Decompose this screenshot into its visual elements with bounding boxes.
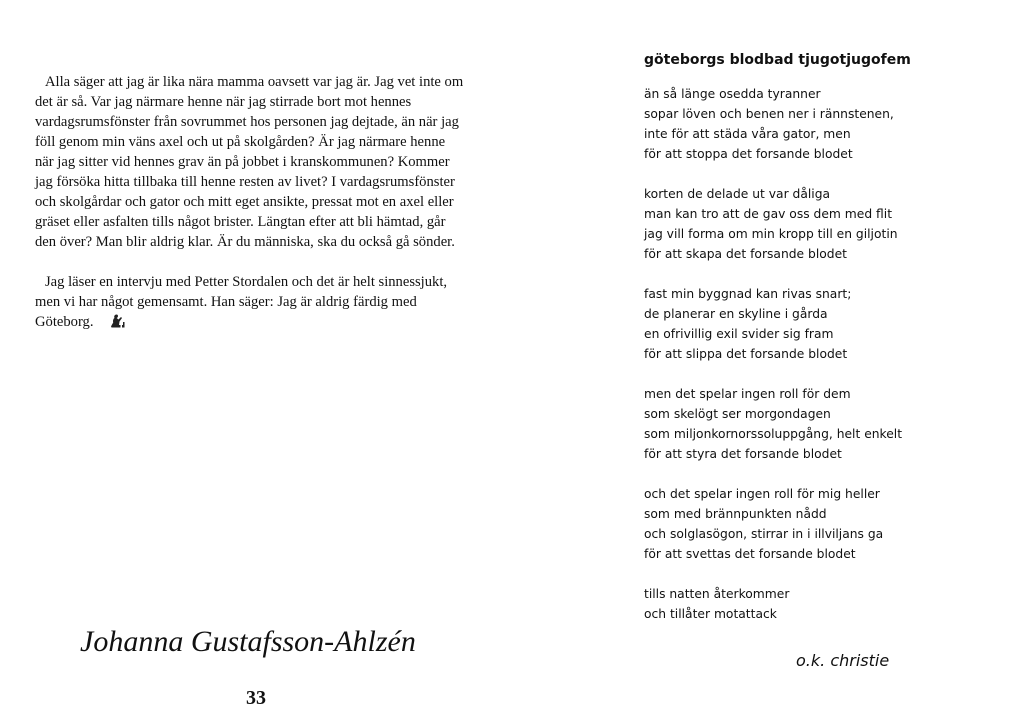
poem-line: för att stoppa det forsande blodet [644, 147, 853, 161]
prose-text [35, 72, 465, 352]
prose-paragraph-2 [35, 272, 465, 332]
poem-line: för att styra det forsande blodet [644, 447, 842, 461]
poem-line: fast min byggnad kan rivas snart; [644, 287, 852, 301]
poem-line: och tillåter motattack [644, 607, 777, 621]
right-page [512, 0, 1024, 723]
poem [644, 84, 1014, 644]
poem-line: sopar löven och benen ner i rännstenen, [644, 107, 894, 121]
poem-stanza-6 [644, 584, 1014, 624]
poem-line: jag vill forma om min kropp till en giljotin [644, 227, 898, 241]
poem-stanza-1 [644, 84, 1014, 164]
poem-line: inte för att städa våra gator, men [644, 127, 851, 141]
reader-silhouette-dingbat-icon [100, 314, 116, 328]
poem-stanza-3 [644, 284, 1014, 364]
author-name: Johanna Gustafsson-Ahlzén [80, 625, 416, 658]
poem-line: för att svettas det forsande blodet [644, 547, 856, 561]
poem-line: för att skapa det forsande blodet [644, 247, 847, 261]
poem-line: men det spelar ingen roll för dem [644, 387, 851, 401]
poem-line: de planerar en skyline i gårda [644, 307, 828, 321]
prose-paragraph-1: Alla säger att jag är lika nära mamma oavsett var jag är. Jag vet inte om det är så. Var jag närmare henne när jag stirrade bort mot hennes vardagsrumsfönster från sovrummet hos personen jag dejtade, än när jag föll genom min väns axel och ut på skolgården? Är jag närmare henne när jag sitter vid hennes grav än på jobbet i kranskommunen? Kommer jag försöka hitta tillbaka till henne resten av livet? I vardagsrumsfönster och skolgårdar och gator och mitt eget ansikte, pressat mot en axel eller gräset eller asfalten tills något brister. Längtan efter att bli hämtad, går den över? Man blir aldrig klar. Är du människa, ska du också gå sönder. [35, 74, 464, 250]
prose-paragraph-2-text: Jag läser en intervju med Petter Stordalen och det är helt sinnessjukt, men vi har något gemensamt. Han säger: Jag är aldrig färdig med Göteborg. [35, 274, 448, 330]
poem-line: än så länge osedda tyranner [644, 87, 821, 101]
poem-author: o.k. christie [796, 651, 890, 670]
poem-line: man kan tro att de gav oss dem med flit [644, 207, 893, 221]
poem-line: korten de delade ut var dåliga [644, 187, 831, 201]
poem-line: som skelögt ser morgondagen [644, 407, 831, 421]
poem-line: tills natten återkommer [644, 587, 790, 601]
poem-line: och solglasögon, stirrar in i illviljans ga [644, 527, 884, 541]
poem-line: för att slippa det forsande blodet [644, 347, 848, 361]
page-number: 33 [246, 687, 266, 709]
poem-line: som med brännpunkten nådd [644, 507, 827, 521]
poem-stanza-2 [644, 184, 1014, 264]
poem-line: som miljonkornorssoluppgång, helt enkelt [644, 427, 903, 441]
poem-line: en ofrivillig exil svider sig fram [644, 327, 834, 341]
poem-stanza-4 [644, 384, 1014, 464]
poem-stanza-5 [644, 484, 1014, 564]
poem-line: och det spelar ingen roll för mig heller [644, 487, 880, 501]
poem-title: göteborgs blodbad tjugotjugofem [644, 52, 911, 68]
